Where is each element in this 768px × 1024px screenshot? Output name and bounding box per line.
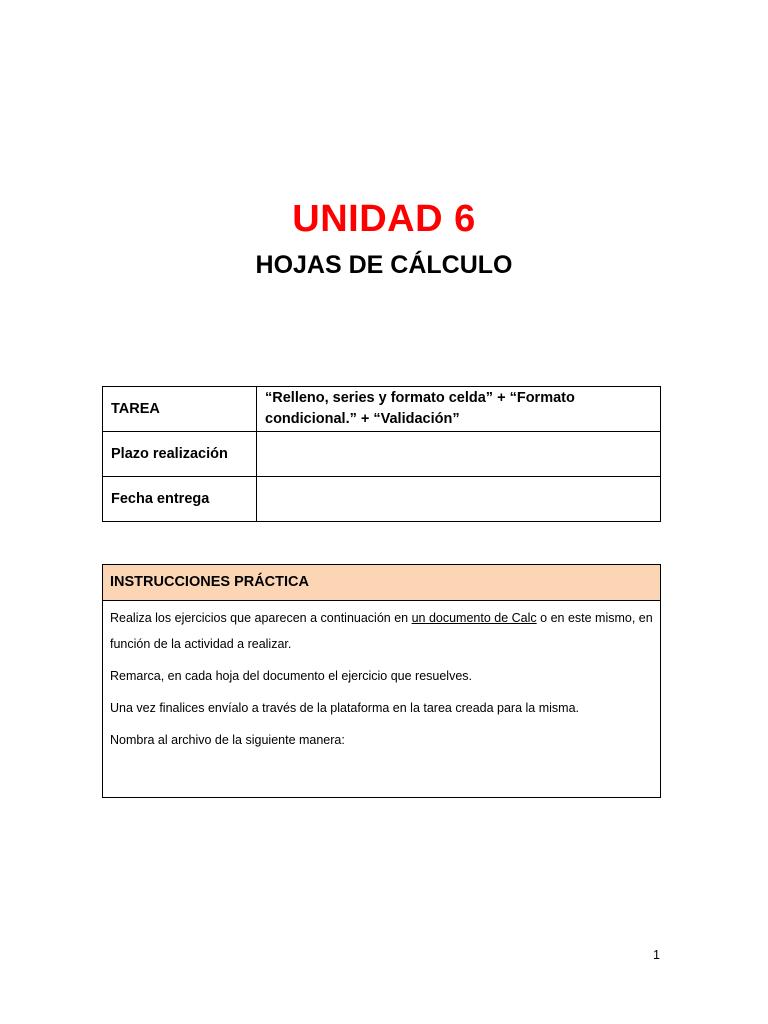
- document-title: UNIDAD 6: [292, 198, 476, 240]
- plazo-label: Plazo realización: [103, 432, 257, 477]
- table-row-fecha: [103, 477, 661, 522]
- instruction-paragraph-1: [110, 605, 653, 657]
- instruction-paragraph-4: Nombra al archivo de la siguiente manera:: [110, 733, 345, 747]
- instruction-paragraph-2: Remarca, en cada hoja del documento el ejercicio que resuelves.: [110, 669, 473, 683]
- instructions-body: [103, 601, 660, 753]
- instructions-box: [102, 564, 661, 798]
- task-info-table: [102, 386, 661, 522]
- document-subtitle: HOJAS DE CÁLCULO: [255, 251, 513, 279]
- instruction-paragraph-3: Una vez finalices envíalo a través de la plataforma en la tarea creada para la misma.: [110, 701, 579, 715]
- plazo-value: [257, 432, 661, 477]
- fecha-value: [257, 477, 661, 522]
- table-row-tarea: [103, 387, 661, 432]
- instruction-1-text-end: o en este mismo, en función de la actividad a realizar.: [110, 611, 653, 651]
- tarea-value: “Relleno, series y formato celda” + “Formato condicional.” + “Validación”: [257, 387, 661, 432]
- page-number: 1: [653, 948, 660, 962]
- tarea-label: TAREA: [103, 387, 257, 432]
- instruction-1-text-start: Realiza los ejercicios que aparecen a continuación en: [110, 611, 412, 625]
- instructions-header: INSTRUCCIONES PRÁCTICA: [103, 565, 660, 601]
- calc-document-link[interactable]: un documento de Calc: [411, 611, 537, 625]
- table-row-plazo: [103, 432, 661, 477]
- fecha-label: Fecha entrega: [103, 477, 257, 522]
